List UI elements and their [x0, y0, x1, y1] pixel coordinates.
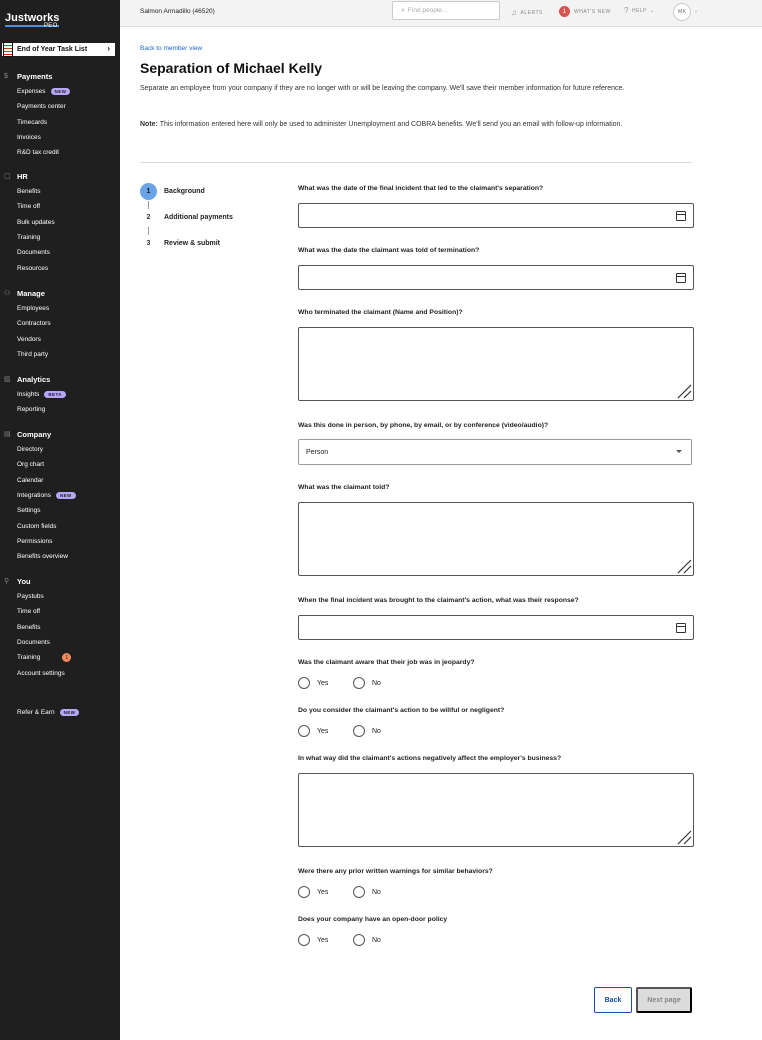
job-jeopardy-radio-group	[298, 677, 408, 689]
note-label: Note:	[140, 121, 158, 128]
step-background	[140, 183, 205, 200]
company-name: Salmon Armadillo (46520)	[140, 8, 215, 15]
willful-negligent-no[interactable]	[353, 725, 408, 737]
question-job-jeopardy: Was the claimant aware that their job was in jeopardy?	[298, 659, 475, 666]
sidebar-item-settings[interactable]	[0, 503, 120, 518]
page-description: Separate an employee from your company if they are no longer with or will be leaving the company. We'll save their member information for future reference.	[140, 85, 625, 92]
sidebar-item-label: Permissions	[17, 537, 53, 545]
willful-negligent-radio-group	[298, 725, 408, 737]
chevron-down-icon[interactable]: ⌄	[694, 8, 699, 14]
chevron-right-icon: ›	[107, 44, 110, 53]
nav-heading-analytics[interactable]	[0, 373, 120, 385]
whats-new-link[interactable]	[559, 6, 611, 17]
who-terminated-textarea[interactable]	[298, 327, 694, 401]
question-termination-told-date: What was the date the claimant was told of termination?	[298, 247, 480, 254]
nav-section-manage	[0, 287, 120, 362]
chart-icon: ▥	[4, 376, 11, 383]
radio-button[interactable]	[353, 934, 365, 946]
sidebar-item-you-training[interactable]	[0, 650, 120, 665]
question-willful-negligent: Do you consider the claimant's action to be willful or negligent?	[298, 707, 505, 714]
sidebar-item-time-off[interactable]	[0, 199, 120, 214]
open-door-policy-yes[interactable]	[298, 934, 353, 946]
sidebar-item-you-benefits[interactable]	[0, 620, 120, 635]
sidebar-item-label: Account settings	[17, 669, 65, 677]
checklist-icon	[3, 42, 13, 57]
radio-label: Yes	[317, 679, 329, 687]
nav-heading-you[interactable]	[0, 575, 120, 587]
sidebar-item-integrations[interactable]	[0, 488, 120, 503]
question-claimant-response: When the final incident was brought to the claimant's action, what was their response?	[298, 597, 579, 604]
nav-heading-hr[interactable]	[0, 170, 120, 182]
justworks-logo[interactable]	[5, 8, 59, 27]
main-content	[120, 28, 762, 1040]
step-number: 1	[140, 183, 157, 200]
sidebar-item-label: Vendors	[17, 335, 41, 343]
sidebar-item-label: Documents	[17, 249, 50, 257]
final-incident-date-field[interactable]	[298, 203, 694, 228]
nav-heading-payments[interactable]	[0, 70, 120, 82]
resize-handle-icon[interactable]	[676, 829, 692, 845]
whats-new-count-badge: 1	[559, 6, 570, 17]
prior-warnings-no[interactable]	[353, 886, 408, 898]
logo-wordmark: Justworks	[5, 12, 59, 27]
building-icon: ▤	[4, 431, 11, 438]
search-placeholder: Find people...	[407, 7, 448, 14]
sidebar-item-invoices[interactable]	[0, 130, 120, 145]
task-list-label: End of Year Task List	[17, 46, 88, 53]
sidebar-item-documents[interactable]	[0, 245, 120, 260]
sidebar-item-third-party[interactable]	[0, 347, 120, 362]
open-door-policy-no[interactable]	[353, 934, 408, 946]
chevron-down-icon: ⌄	[650, 7, 655, 14]
sidebar-item-label: Third party	[17, 351, 49, 359]
question-final-incident-date: What was the date of the final incident that led to the claimant's separation?	[298, 185, 544, 192]
radio-label: No	[372, 936, 381, 944]
nav-heading-label: HR	[17, 171, 28, 181]
sidebar-item-label: R&D tax credit	[17, 149, 59, 157]
sidebar-item-payments-center[interactable]	[0, 99, 120, 114]
radio-button[interactable]	[298, 677, 310, 689]
help-link[interactable]	[624, 6, 655, 15]
search-input[interactable]	[392, 1, 500, 20]
nav-heading-company[interactable]	[0, 428, 120, 440]
divider	[140, 162, 692, 163]
sidebar-item-label: Benefits overview	[17, 553, 68, 561]
sidebar-item-label: Paystubs	[17, 593, 44, 601]
sidebar-item-account-settings[interactable]	[0, 665, 120, 680]
sidebar-item-expenses[interactable]	[0, 84, 120, 99]
termination-method-select[interactable]	[298, 439, 692, 465]
prior-warnings-yes[interactable]	[298, 886, 353, 898]
sidebar-item-label: Settings	[17, 507, 41, 515]
step-label: Review & submit	[164, 240, 221, 247]
beta-badge: BETA	[44, 391, 66, 398]
job-jeopardy-yes[interactable]	[298, 677, 353, 689]
sidebar-item-rd-tax-credit[interactable]	[0, 145, 120, 160]
nav-section-hr	[0, 170, 120, 276]
question-termination-method: Was this done in person, by phone, by email, or by conference (video/audio)?	[298, 422, 549, 429]
calendar-icon[interactable]	[676, 273, 686, 283]
job-jeopardy-no[interactable]	[353, 677, 408, 689]
help-label: HELP	[631, 7, 648, 14]
briefcase-icon: ▢	[4, 173, 11, 180]
radio-button[interactable]	[298, 725, 310, 737]
sidebar-item-directory[interactable]	[0, 442, 120, 457]
termination-told-date-field[interactable]	[298, 265, 694, 290]
sidebar-item-contractors[interactable]	[0, 316, 120, 331]
page-title: Separation of Michael Kelly	[140, 60, 323, 76]
sidebar-item-reporting[interactable]	[0, 402, 120, 417]
sidebar-item-refer-earn[interactable]	[0, 705, 79, 720]
nav-heading-label: Company	[17, 429, 52, 439]
nav-heading-label: Payments	[17, 71, 53, 81]
sidebar-item-org-chart[interactable]	[0, 457, 120, 472]
radio-button[interactable]	[353, 677, 365, 689]
sidebar-item-label: Refer & Earn	[17, 709, 55, 717]
radio-button[interactable]	[353, 886, 365, 898]
sidebar-item-label: Time off	[17, 203, 41, 211]
step-label: Background	[164, 188, 205, 195]
radio-label: Yes	[317, 727, 329, 735]
sidebar-item-label: Integrations	[17, 492, 51, 500]
training-count-badge: 1	[62, 653, 71, 662]
whats-new-label: WHAT'S NEW	[574, 8, 611, 15]
sidebar-item-label: Expenses	[17, 88, 46, 96]
back-to-member-view-link[interactable]: Back to member view	[140, 45, 203, 52]
sidebar-item-label: Training	[17, 234, 41, 242]
business-effect-textarea[interactable]	[298, 773, 694, 847]
radio-label: Yes	[317, 936, 329, 944]
alerts-label: ALERTS	[520, 9, 543, 16]
sidebar-item-label: Org chart	[17, 461, 45, 469]
question-open-door-policy: Does your company have an open-door policy	[298, 916, 448, 923]
radio-button[interactable]	[298, 934, 310, 946]
nav-heading-label: You	[17, 576, 31, 586]
step-review-submit	[140, 235, 220, 252]
radio-label: No	[372, 888, 381, 896]
sidebar-item-label: Resources	[17, 264, 49, 272]
radio-button[interactable]	[298, 886, 310, 898]
question-claimant-told: What was the claimant told?	[298, 484, 390, 491]
new-badge: NEW	[56, 492, 76, 499]
resize-handle-icon[interactable]	[676, 558, 692, 574]
note-text: This information entered here will only be used to administer Unemployment and COBRA benefits. We'll send you an email with follow-up information.	[157, 121, 623, 128]
claimant-told-textarea[interactable]	[298, 502, 694, 576]
nav-heading-manage[interactable]	[0, 287, 120, 299]
sidebar-item-label: Training	[17, 654, 41, 662]
step-number: 2	[140, 209, 157, 226]
sidebar-item-you-documents[interactable]	[0, 635, 120, 650]
select-value: Person	[306, 448, 329, 456]
dollar-icon: $	[4, 72, 8, 80]
sidebar-item-label: Timecards	[17, 118, 48, 126]
bell-icon: ♫	[511, 8, 518, 17]
sidebar-item-label: Bulk updates	[17, 218, 55, 226]
sidebar-item-insights[interactable]	[0, 387, 120, 402]
nav-section-analytics	[0, 373, 120, 418]
next-page-button[interactable]: Next page	[636, 987, 692, 1013]
question-who-terminated: Who terminated the claimant (Name and Position)?	[298, 309, 463, 316]
sidebar-item-calendar[interactable]	[0, 473, 120, 488]
sidebar-item-label: Invoices	[17, 134, 41, 142]
question-prior-warnings: Were there any prior written warnings for similar behaviors?	[298, 868, 493, 875]
sidebar-item-label: Calendar	[17, 476, 44, 484]
help-icon: ?	[624, 6, 629, 15]
radio-label: Yes	[317, 888, 329, 896]
calendar-icon[interactable]	[676, 211, 686, 221]
nav-heading-label: Analytics	[17, 374, 51, 384]
radio-label: No	[372, 679, 381, 687]
nav-section-company	[0, 428, 120, 564]
top-bar	[120, 0, 762, 27]
nav-section-you	[0, 575, 120, 681]
person-icon: ⚲	[4, 578, 10, 585]
new-badge: NEW	[51, 88, 71, 95]
end-of-year-task-list[interactable]	[2, 43, 115, 56]
step-additional-payments	[140, 209, 233, 226]
open-door-policy-radio-group	[298, 934, 408, 946]
chevron-down-icon	[676, 450, 682, 453]
logo-subtitle: PEO	[44, 23, 58, 29]
sidebar-item-bulk-updates[interactable]	[0, 215, 120, 230]
sidebar-item-label: Insights	[17, 391, 40, 399]
people-icon: ⚇	[4, 290, 11, 297]
radio-button[interactable]	[353, 725, 365, 737]
sidebar-item-employees[interactable]	[0, 301, 120, 316]
sidebar-item-label: Benefits	[17, 188, 41, 196]
step-connector	[148, 201, 149, 209]
sidebar-item-timecards[interactable]	[0, 115, 120, 130]
resize-handle-icon[interactable]	[676, 383, 692, 399]
willful-negligent-yes[interactable]	[298, 725, 353, 737]
sidebar-item-label: Payments center	[17, 103, 66, 111]
question-business-effect: In what way did the claimant's actions negatively affect the employer's business?	[298, 755, 562, 762]
avatar[interactable]: MK	[673, 3, 691, 21]
alerts-link[interactable]	[511, 8, 543, 17]
step-connector	[148, 227, 149, 235]
prior-warnings-radio-group	[298, 886, 408, 898]
sidebar-item-training[interactable]	[0, 230, 120, 245]
back-button[interactable]: Back	[594, 987, 632, 1013]
search-icon: ⌕	[401, 6, 405, 14]
sidebar-item-resources[interactable]	[0, 260, 120, 275]
new-badge: NEW	[60, 709, 80, 716]
step-label: Additional payments	[164, 214, 233, 221]
sidebar-item-label: Time off	[17, 608, 41, 616]
radio-label: No	[372, 727, 381, 735]
sidebar-item-permissions[interactable]	[0, 534, 120, 549]
sidebar-item-label: Documents	[17, 639, 50, 647]
claimant-response-date-field[interactable]	[298, 615, 694, 640]
calendar-icon[interactable]	[676, 623, 686, 633]
step-number: 3	[140, 235, 157, 252]
nav-heading-label: Manage	[17, 288, 45, 298]
sidebar-item-benefits[interactable]	[0, 184, 120, 199]
sidebar-item-vendors[interactable]	[0, 332, 120, 347]
sidebar-item-label: Reporting	[17, 406, 46, 414]
sidebar-item-you-time-off[interactable]	[0, 604, 120, 619]
sidebar-item-label: Custom fields	[17, 522, 57, 530]
nav-section-payments	[0, 70, 120, 160]
sidebar-item-label: Directory	[17, 446, 44, 454]
sidebar-item-custom-fields[interactable]	[0, 518, 120, 533]
sidebar-item-label: Benefits	[17, 623, 41, 631]
sidebar-item-benefits-overview[interactable]	[0, 549, 120, 564]
sidebar-item-label: Contractors	[17, 320, 51, 328]
sidebar-item-paystubs[interactable]	[0, 589, 120, 604]
sidebar-item-label: Employees	[17, 305, 50, 313]
sidebar	[0, 0, 120, 1040]
page-note	[140, 119, 660, 131]
